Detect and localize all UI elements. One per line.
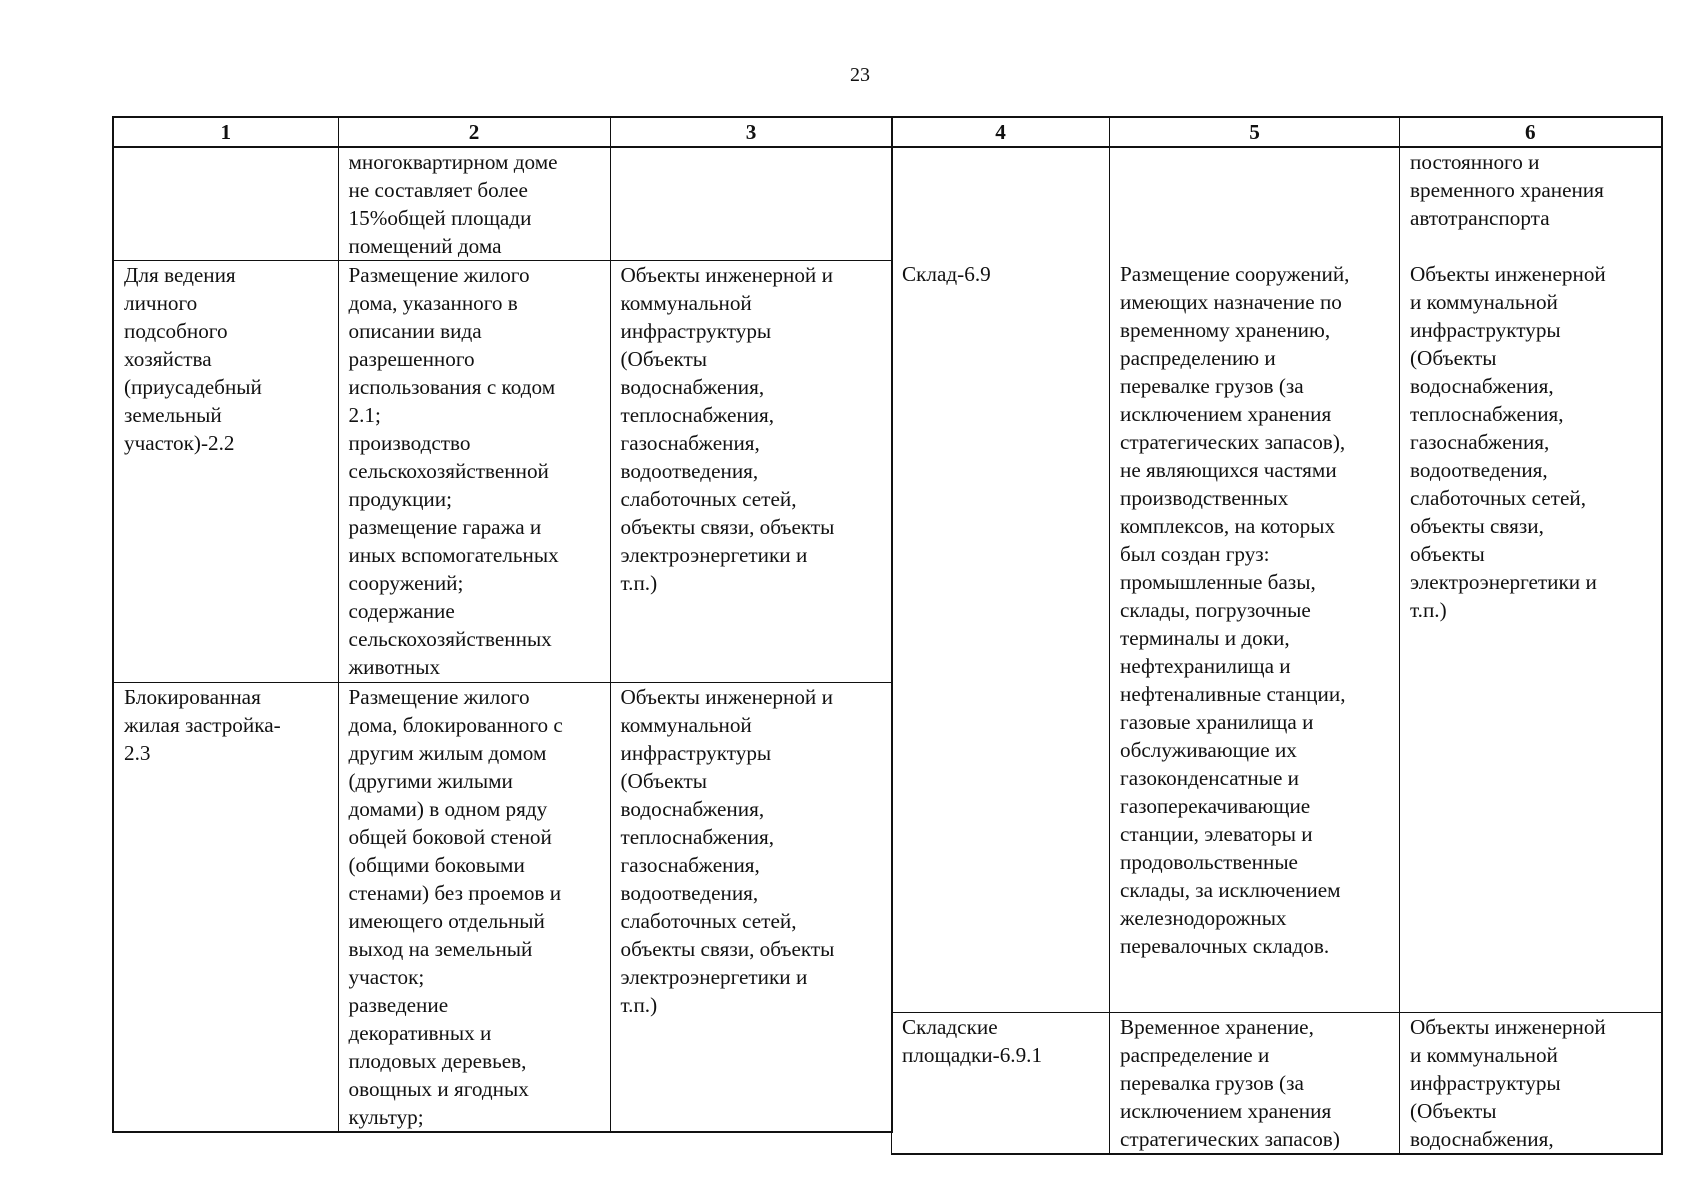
cell-use-description: Размещение жилого дома, блокированного с другим жилым домом (другими жилыми домами) в одном ряду общей боковой стеной (общими боковыми стенами) без проемов и имеющего отдельный выход на земельный участок; разведение декоративных и плодовых деревьев, овощных и ягодных культур; [338,683,610,1133]
cell-conditional-auxiliary: Объекты инженерной и коммунальной инфраструктуры (Объекты водоснабжения, [1400,1012,1662,1154]
cell-conditional-auxiliary: постоянного и временного хранения автотранспорта Объекты инженерной и коммунальной инфраструктуры (Объекты водоснабжения, теплоснабжения, газоснабжения, водоотведения, слаботочных сетей, объекты связи, объекты электроэнергетики и т.п.) [1400,147,1662,1012]
cell-use-type: Для ведения личного подсобного хозяйства (приусадебный земельный участок)-2.2 [113,261,338,683]
table-header-row [892,117,1662,147]
column-header-4: 4 [892,117,1110,147]
column-header-2: 2 [338,117,610,147]
cell-conditional-use: Складские площадки-6.9.1 [892,1012,1110,1154]
zoning-table-left [112,116,893,1133]
table-row [892,147,1662,1012]
table-row [113,683,892,1133]
cell-auxiliary-use: Объекты инженерной и коммунальной инфраструктуры (Объекты водоснабжения, теплоснабжения, газоснабжения, водоотведения, слаботочных сетей, объекты связи, объекты электроэнергетики и т.п.) [610,683,892,1133]
cell-use-description: Размещение жилого дома, указанного в описании вида разрешенного использования с кодом 2.1; производство сельскохозяйственной продукции; размещение гаража и иных вспомогательных сооружений; содержание сельскохозяйственных животных [338,261,610,683]
table-row [892,1012,1662,1154]
column-header-6: 6 [1400,117,1662,147]
table-row [113,147,892,261]
cell-use-type [113,147,338,261]
cell-conditional-use: Склад-6.9 [892,147,1110,1012]
table-header-row [113,117,892,147]
cell-use-description: многоквартирном доме не составляет более 15%общей площади помещений дома [338,147,610,261]
zoning-table-right [891,116,1663,1155]
cell-conditional-description: Временное хранение, распределение и перевалка грузов (за исключением хранения стратегических запасов) [1110,1012,1400,1154]
cell-conditional-description: Размещение сооружений, имеющих назначение по временному хранению, распределению и перевалке грузов (за исключением хранения стратегических запасов), не являющихся частями производственных комплексов, на которых был создан груз: промышленные базы, склады, погрузочные терминалы и доки, нефтехранилища и нефтеналивные станции, газовые хранилища и обслуживающие их газоконденсатные и газоперекачивающие станции, элеваторы и продовольственные склады, за исключением железнодорожных перевалочных складов. [1110,147,1400,1012]
page-number: 23 [850,64,870,86]
cell-auxiliary-use [610,147,892,261]
column-header-3: 3 [610,117,892,147]
column-header-5: 5 [1110,117,1400,147]
cell-use-type: Блокированная жилая застройка- 2.3 [113,683,338,1133]
cell-auxiliary-use: Объекты инженерной и коммунальной инфраструктуры (Объекты водоснабжения, теплоснабжения, газоснабжения, водоотведения, слаботочных сетей, объекты связи, объекты электроэнергетики и т.п.) [610,261,892,683]
table-row [113,261,892,683]
column-header-1: 1 [113,117,338,147]
